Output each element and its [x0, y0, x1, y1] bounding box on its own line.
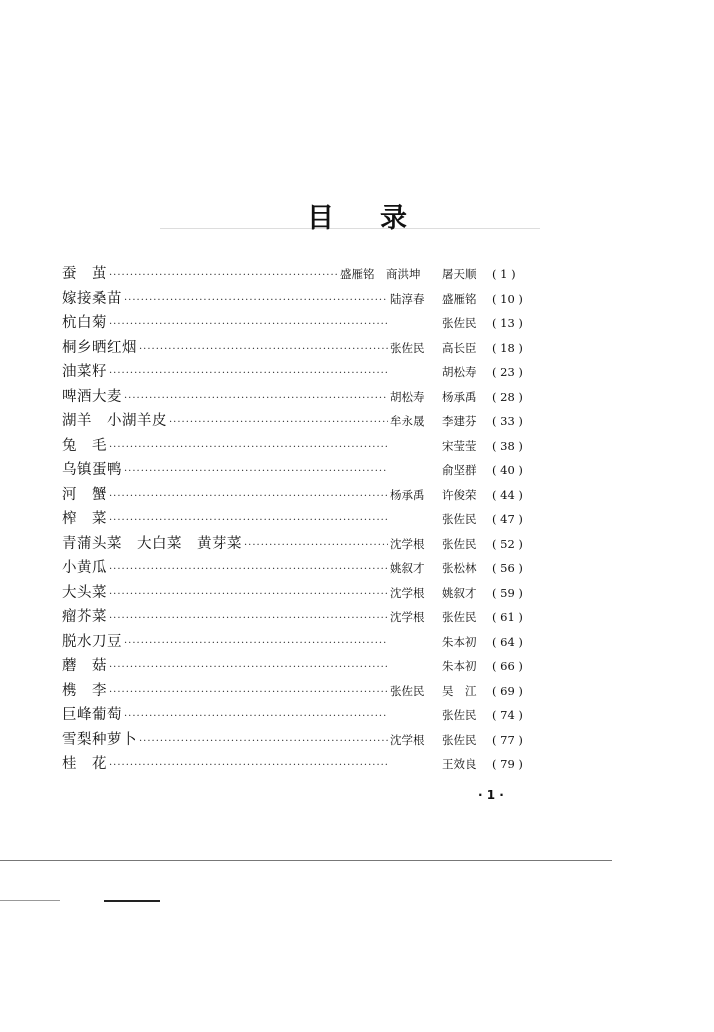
- entry-page: ( 77 ): [492, 732, 523, 747]
- entry-title: 湖羊 小湖羊皮: [62, 413, 167, 429]
- entry-page: ( 10 ): [492, 291, 523, 306]
- dot-leader: [169, 411, 388, 436]
- toc-entry: [62, 556, 530, 581]
- entry-page: ( 1 ): [492, 267, 516, 281]
- entry-title: 蘑 菇: [62, 658, 107, 674]
- divider-line-short: [0, 900, 60, 901]
- entry-author-2: 张佐民: [442, 512, 477, 526]
- entry-page: ( 52 ): [492, 536, 523, 551]
- entry-page: ( 44 ): [492, 487, 523, 502]
- entry-author-2: 张佐民: [442, 708, 477, 722]
- entry-title: 蚕 茧: [62, 266, 107, 282]
- entry-title: 榨 菜: [62, 511, 107, 527]
- entry-author-1: 牟永晟: [390, 414, 425, 428]
- entry-author-2: 高长臣: [442, 340, 477, 355]
- toc-entry: [62, 752, 530, 777]
- dot-leader: [109, 264, 338, 289]
- footnote-rule: [104, 900, 160, 902]
- toc-entry: [62, 483, 530, 508]
- entry-author-2: 杨承禹: [442, 389, 477, 404]
- entry-title: 巨峰葡萄: [62, 707, 122, 723]
- dot-leader: [124, 705, 388, 730]
- entry-author-2: 张佐民: [442, 536, 477, 551]
- dot-leader: [109, 485, 388, 510]
- toc-entry: [62, 262, 530, 287]
- dot-leader: [109, 681, 388, 706]
- title-char-2: 录: [380, 203, 407, 234]
- entry-author-2: 张佐民: [442, 732, 477, 747]
- entry-author-1: 沈学根: [390, 610, 425, 624]
- toc-entry: [62, 532, 530, 557]
- entry-page: ( 23 ): [492, 365, 523, 379]
- toc-entry: [62, 360, 530, 385]
- toc-entry: [62, 311, 530, 336]
- entry-title: 槜 李: [62, 682, 107, 699]
- dot-leader: [109, 656, 388, 681]
- entry-author-2: 朱本初: [442, 659, 477, 673]
- entry-title: 嫁接桑苗: [62, 290, 122, 307]
- entry-author-1: 张佐民: [390, 683, 425, 698]
- entry-author-1: 沈学根: [390, 585, 425, 600]
- entry-title: 雪梨种萝卜: [62, 731, 137, 748]
- toc-entry: [62, 434, 530, 459]
- dot-leader: [124, 289, 388, 314]
- entry-title: 瘤芥菜: [62, 609, 107, 625]
- toc-entry: [62, 385, 530, 410]
- entry-title: 油菜籽: [62, 364, 107, 380]
- dot-leader: [124, 387, 388, 412]
- entry-title: 啤酒大麦: [62, 388, 122, 405]
- entry-author-2: 宋莹莹: [442, 438, 477, 453]
- dot-leader: [109, 558, 388, 583]
- entry-page: ( 74 ): [492, 708, 523, 722]
- dot-leader: [109, 509, 388, 534]
- entry-author-2: 许俊荣: [442, 487, 477, 502]
- entry-author-2: 张佐民: [442, 610, 477, 624]
- entry-page: ( 79 ): [492, 757, 523, 771]
- entry-author-2: 盛雁铭: [442, 291, 477, 306]
- entry-page: ( 69 ): [492, 683, 523, 698]
- entry-author-1: 杨承禹: [390, 487, 425, 502]
- toc-entry: [62, 654, 530, 679]
- entry-page: ( 38 ): [492, 438, 523, 453]
- entry-title: 杭白菊: [62, 315, 107, 331]
- divider-line: [0, 860, 612, 861]
- entry-page: ( 59 ): [492, 585, 523, 600]
- entry-page: ( 40 ): [492, 463, 523, 477]
- entry-author-1: 盛雁铭 商洪坤: [340, 267, 421, 281]
- entry-title: 兔 毛: [62, 437, 107, 454]
- entry-author-1: 胡松寿: [390, 389, 425, 404]
- entry-author-2: 屠天顺: [442, 267, 477, 281]
- dot-leader: [124, 632, 388, 657]
- entry-author-1: 陆淳春: [390, 291, 425, 306]
- dot-leader: [139, 338, 388, 363]
- entry-page: ( 13 ): [492, 316, 523, 330]
- toc-entry: [62, 409, 530, 434]
- entry-page: ( 66 ): [492, 659, 523, 673]
- entry-author-2: 吴 江: [442, 683, 477, 698]
- entry-title: 脱水刀豆: [62, 633, 122, 650]
- page-number: · 1 ·: [478, 788, 504, 802]
- toc-entry: [62, 630, 530, 655]
- toc-entry: [62, 703, 530, 728]
- entry-page: ( 28 ): [492, 389, 523, 404]
- toc-entry: [62, 605, 530, 630]
- dot-leader: [139, 730, 388, 755]
- dot-leader: [109, 313, 388, 338]
- entry-page: ( 56 ): [492, 561, 523, 575]
- entry-title: 小黄瓜: [62, 560, 107, 576]
- entry-author-1: 沈学根: [390, 732, 425, 747]
- entry-author-2: 俞坚群: [442, 463, 477, 477]
- entry-title: 桐乡晒红烟: [62, 339, 137, 356]
- toc-entry: [62, 336, 530, 361]
- toc-entry: [62, 507, 530, 532]
- toc-entry: [62, 728, 530, 753]
- entry-author-2: 李建芬: [442, 414, 477, 428]
- entry-page: ( 64 ): [492, 634, 523, 649]
- entry-author-2: 朱本初: [442, 634, 477, 649]
- entry-page: ( 18 ): [492, 340, 523, 355]
- toc-entry: [62, 679, 530, 704]
- entry-author-1: 沈学根: [390, 536, 425, 551]
- dot-leader: [109, 583, 388, 608]
- dot-leader: [109, 607, 388, 632]
- dot-leader: [244, 534, 388, 559]
- entry-author-2: 姚叙才: [442, 585, 477, 600]
- entry-author-2: 胡松寿: [442, 365, 477, 379]
- title-char-1: 目: [307, 203, 334, 234]
- entry-page: ( 61 ): [492, 610, 523, 624]
- entry-author-1: 张佐民: [390, 340, 425, 355]
- entry-author-2: 张佐民: [442, 316, 477, 330]
- entry-title: 青蒲头菜 大白菜 黄芽菜: [62, 535, 242, 552]
- entry-author-2: 张松林: [442, 561, 477, 575]
- entry-author-2: 王效良: [442, 757, 477, 771]
- dot-leader: [109, 362, 388, 387]
- toc-entry: [62, 287, 530, 312]
- dot-leader: [124, 460, 388, 485]
- entry-author-1: 姚叙才: [390, 561, 425, 575]
- page-title: [0, 196, 714, 235]
- entry-title: 河 蟹: [62, 486, 107, 503]
- entry-title: 乌镇蛋鸭: [62, 462, 122, 478]
- dot-leader: [109, 436, 388, 461]
- entry-page: ( 47 ): [492, 512, 523, 526]
- table-of-contents: [62, 262, 530, 777]
- entry-title: 大头菜: [62, 584, 107, 601]
- toc-entry: [62, 581, 530, 606]
- toc-entry: [62, 458, 530, 483]
- dot-leader: [109, 754, 388, 779]
- entry-page: ( 33 ): [492, 414, 523, 428]
- entry-title: 桂 花: [62, 756, 107, 772]
